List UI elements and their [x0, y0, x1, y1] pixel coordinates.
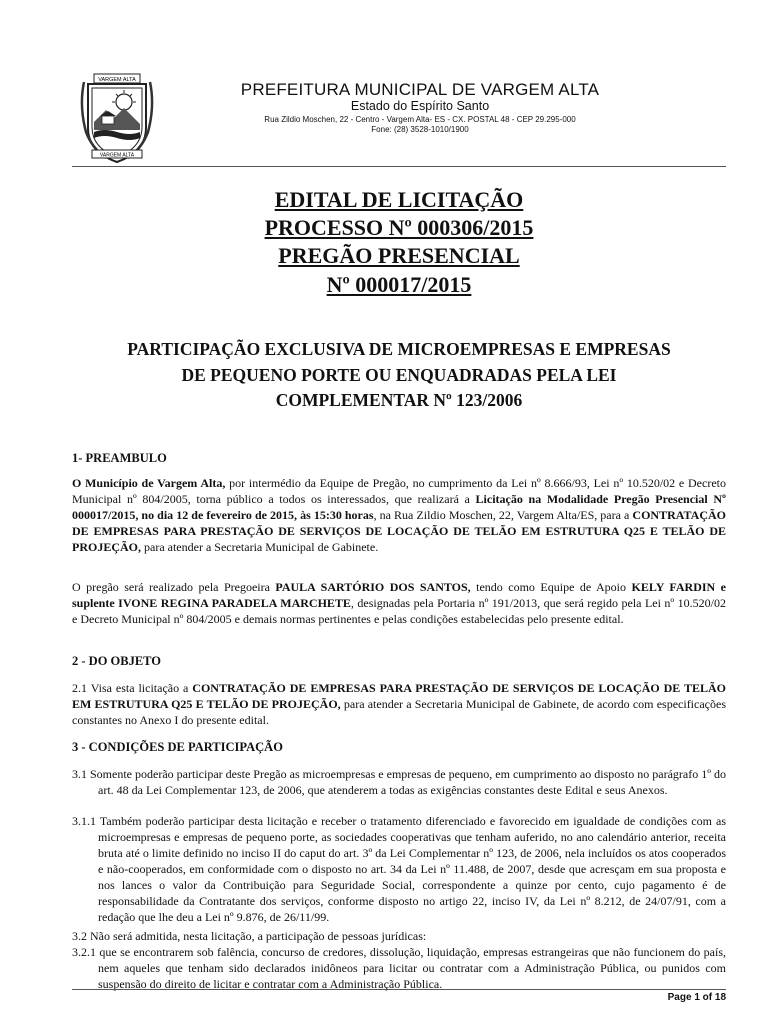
clause-3-1-1: 3.1.1 Também poderão participar desta licitação e receber o tratamento diferenciado e favorecido em igualdade de condições com as microempresas e empresas de pequeno porte, as sociedades cooperativas que tenham auferido, no ano calendário anterior, receita bruta até o limite definido no inciso II do caput do art. 3º da Lei Complementar nº 123, de 2006, nela incluídos os atos cooperados e não-cooperados, em conformidade com o disposto no art. 34 da Lei nº 11.488, de 2007, desde que acresçam em sua proposta e nos lances o valor da Contribuição para Seguridade Social, correspondente a quinze por cento, cujo pagamento é de responsabilidade da Contratante dos serviços, conforme disposto no artigo 22, inciso IV, da Lei nº 8.212, de 24/07/91, com a redação que lhe deu a Lei nº 9.876, de 26/11/99.	[72, 814, 726, 924]
header-phone: Fone: (28) 3528-1010/1900	[371, 125, 469, 134]
subtitle-line-2: DE PEQUENO PORTE OU ENQUADRADAS PELA LEI	[181, 365, 617, 385]
municipal-crest-logo	[74, 66, 160, 166]
page-number: Page 1 of 18	[667, 992, 726, 1003]
footer-divider	[72, 989, 726, 990]
crest-motto-top: VARGEM ALTA	[98, 77, 136, 83]
processo-number: PROCESSO Nº 000306/2015	[264, 215, 534, 240]
header-state: Estado do Espírito Santo	[350, 99, 490, 113]
header-title: PREFEITURA MUNICIPAL DE VARGEM ALTA	[240, 80, 600, 99]
section-1-heading: 1- PREAMBULO	[72, 451, 167, 465]
clause-3-2: 3.2 Não será admitida, nesta licitação, a participação de pessoas jurídicas:	[72, 929, 427, 943]
header-divider	[72, 166, 726, 167]
section-2-heading: 2 - DO OBJETO	[72, 654, 162, 668]
object-paragraph: 2.1 Visa esta licitação a CONTRATAÇÃO DE EMPRESAS PARA PRESTAÇÃO DE SERVIÇOS DE LOCAÇÃO DE TELÃO EM ESTRUTURA Q25 E TELÃO DE PROJEÇÃO, para atender a Secretaria Municipal de Gabinete, de acordo com especificações constantes no Anexo I do presente edital.	[72, 681, 726, 727]
pregao-number: Nº 000017/2015	[326, 272, 472, 297]
clause-3-1: 3.1 Somente poderão participar deste Pregão as microempresas e empresas de pequeno, em cumprimento ao disposto no parágrafo 1º do art. 48 da Lei Complementar 123, de 2006, que atenderem a todas as exigências constantes deste Edital e seus Anexos.	[72, 767, 726, 797]
subtitle-line-3: COMPLEMENTAR Nº 123/2006	[275, 390, 523, 410]
header-address: Rua Zildio Moschen, 22 - Centro - Vargem Alta- ES - CX. POSTAL 48 - CEP 29.295-000	[264, 115, 576, 124]
preamble-paragraph-2: O pregão será realizado pela Pregoeira PAULA SARTÓRIO DOS SANTOS, tendo como Equipe de Apoio KELY FARDIN e suplente IVONE REGINA PARADELA MARCHETE, designadas pela Portaria nº 191/2013, que será regido pela Lei nº 10.520/02 e Decreto Municipal nº 804/2005 e demais normas pertinentes e pelas condições estabelecidas pelo presente edital.	[72, 580, 726, 626]
section-3-heading: 3 - CONDIÇÕES DE PARTICIPAÇÃO	[72, 740, 283, 754]
edital-title: EDITAL DE LICITAÇÃO	[274, 187, 524, 212]
preamble-paragraph-1: O Município de Vargem Alta, por intermédio da Equipe de Pregão, no cumprimento da Lei nº 8.666/93, Lei nº 10.520/02 e Decreto Municipal nº 804/2005, torna público a todos os interessados, que realizará a Licitação na Modalidade Pregão Presencial Nº 000017/2015, no dia 12 de fevereiro de 2015, às 15:30 horas, na Rua Zildio Moschen, 22, Vargem Alta/ES, para a CONTRATAÇÃO DE EMPRESAS PARA PRESTAÇÃO DE SERVIÇOS DE LOCAÇÃO DE TELÃO EM ESTRUTURA Q25 E TELÃO DE PROJEÇÃO, para atender a Secretaria Municipal de Gabinete.	[72, 476, 727, 554]
subtitle-line-1: PARTICIPAÇÃO EXCLUSIVA DE MICROEMPRESAS E EMPRESAS	[127, 339, 671, 359]
crest-motto-bottom: VARGEM ALTA	[99, 152, 135, 159]
clause-3-2-1: 3.2.1 que se encontrarem sob falência, concurso de credores, dissolução, liquidação, empresas estrangeiras que não funcionem do país, nem aqueles que tenham sido declarados inidôneos para licitar ou contratar com a Administração Pública, ou punidos com suspensão do direito de licitar e contratar com a Administração Pública.	[72, 945, 726, 991]
pregao-title: PREGÃO PRESENCIAL	[278, 243, 520, 268]
